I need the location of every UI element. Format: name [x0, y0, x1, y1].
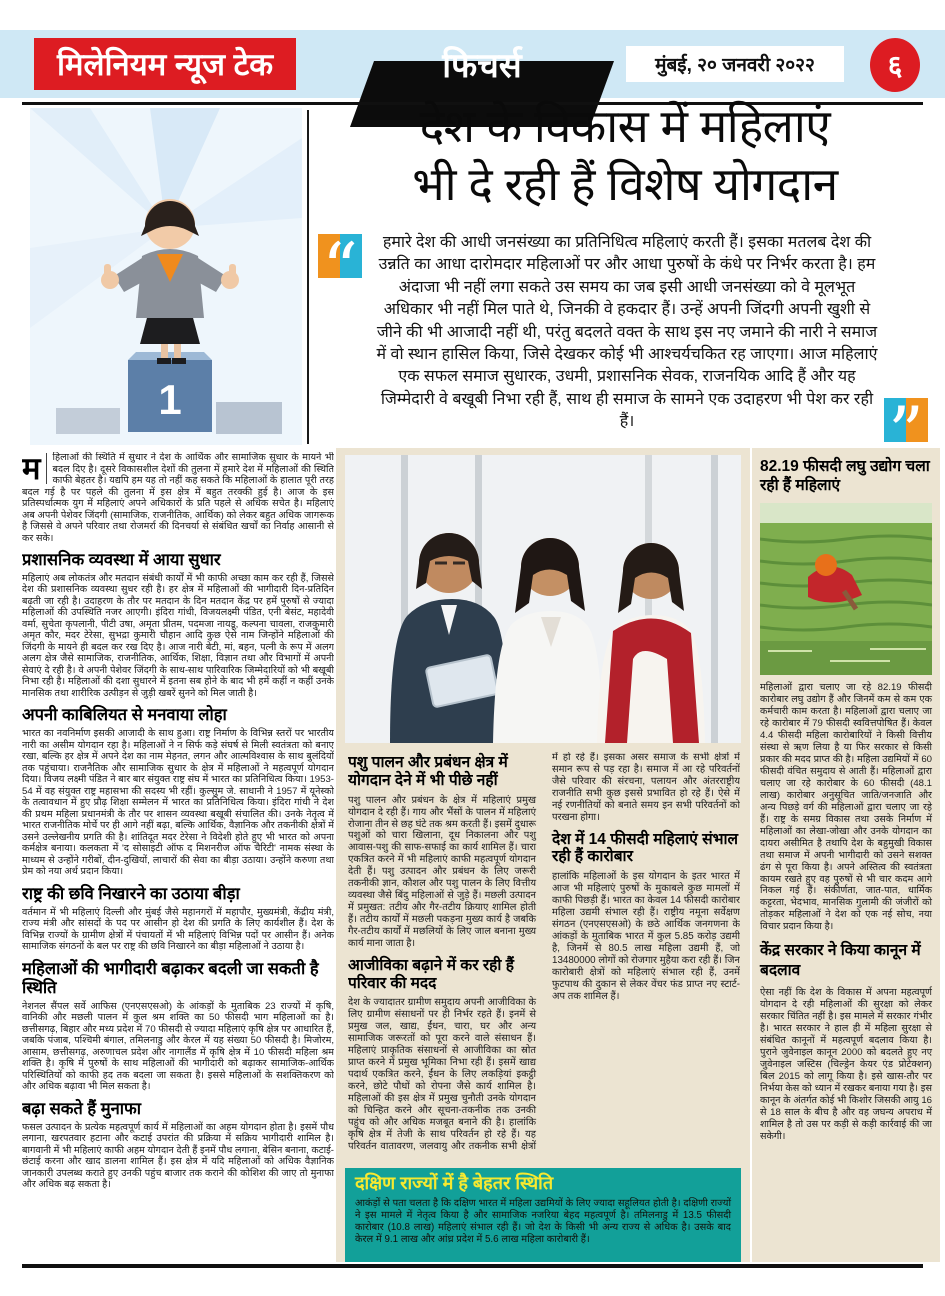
south-box-heading: दक्षिण राज्यों में है बेहतर स्थिति: [355, 1173, 554, 1193]
section-body-admin: महिलाएं अब लोकतंत्र और मतदान संबंधी कार्यों में भी काफी अच्छा काम कर रही हैं, जिससे देश की प्रशासनिक व्यवस्था सुधर रही है। हर क्षेत्र में महिलाओं की भागीदारी दिन-प्रतिदिन बढ़ती जा रही है। उदाहरण के तौर पर मतदान के दिन मतदान केंद्र पर हमें पुरुषों से ज्यादा महिलाओं की उपस्थिति नजर आएगी। इंदिरा गांधी, विजयलक्ष्मी पंडित, एनी बेसंट, महादेवी वर्मा, सुचेता कृपलानी, पीटी उषा, अमृता प्रीतम, पदमजा नायडू, कल्पना चावला, राजकुमारी अमृत कौर, मदर टेरेसा, सुभद्रा कुमारी चौहान आदि कुछ ऐसे नाम जिन्होंने महिलाओं की जिंदगी के मायने ही बदल कर रख दिए है। आज नारी बेटी, मां, बहन, पत्नी के रूप में अलग अलग क्षेत्र जैसे सामाजिक, राजनीतिक, आर्थिक, शिक्षा, विज्ञान तथा और विभागों में अपनी सेवाएं दे रही है। वे अपनी पेशेवर जिंदगी के साथ-साथ पारिवारिक जिम्मेदारियों को भी बखूबी निभा रही है। महिलाओं की दशा सुधारने में इतना सब होने के बाद भी हमें कहीं न कहीं उनके मानसिक तथा शारीरिक उत्पीड़न से जुड़ी खबरें सुनने को मिल जाती है।: [22, 572, 334, 699]
section-heading-capability: अपनी काबिलियत से मनवाया लोहा: [22, 706, 227, 725]
section-heading-profit: बढ़ा सकते हैं मुनाफा: [22, 1099, 142, 1118]
section-heading-livelihood: आजीविका बढ़ाने में कर रही हैं परिवार की मदद: [348, 956, 514, 992]
section-heading-animal-husbandry: पशु पालन और प्रबंधन क्षेत्र में योगदान देने में भी पीछे नहीं: [348, 754, 508, 789]
quote-open-icon: “: [318, 234, 362, 278]
masthead-title: मिलेनियम न्यूज टेक: [34, 38, 296, 90]
right-panel-body: महिलाओं द्वारा चलाए जा रहे 82.19 फीसदी कारोबार लघु उद्योग हैं और जिनमें कम से कम एक कर्मचारी काम करता है। महिलाओं द्वारा चलाए जा रहे कारोबार में 79 फीसदी स्ववित्तपोषित हैं। केवल 4.4 फीसदी महिला कारोबारियों ने किसी वित्तीय संस्था से ऋण लिया है या फिर सरकार से किसी प्रकार की मदद प्राप्त की है। महिला उद्यमियों में 60 फीसदी वंचित समुदाय से आती हैं। महिलाओं द्वारा चलाए जा रहे कारोबार के 60 फीसदी (48.1 लाख) कारोबार अनुसूचित जाति/जनजाति और अन्य पिछड़े वर्ग की महिलाओं द्वारा चलाए जा रहे हैं। राष्ट्र के समग्र विकास तथा उसके निर्माण में महिलाओं का लेखा-जोखा और उनके योगदान का दायरा असीमित है तथापि देश के बहुमुखी विकास तथा समाज में अपनी भागीदारी को उसने सशक्त ढंग से पूरा किया है। अपने अस्तित्व की स्वतंत्रता कायम रखते हुए वह पुरुषों से भी चार कदम आगे निकल गई हैं। संकीर्णता, जात-पात, धार्मिक कट्टरता, भेदभाव, मानसिक गुलामी की जंजीरों को तोड़कर महिलाओं ने देश को एक नई सोच, नया विचार प्रदान किया है।: [760, 681, 932, 933]
dateline: मुंबई, २० जनवरी २०२२: [626, 46, 844, 82]
quote-close-icon: ”: [884, 398, 928, 442]
opening-text: हिलाओं की स्थिति में सुधार ने देश के आर्थिक और सामाजिक सुधार के मायने भी बदल दिए है। दूसरे विकासशील देशों की तुलना में हमारे देश में महिलाओं की स्थिति काफी बेहतर है। यद्यपि हम यह तो नहीं कह सकते कि महिलाओं के हालात पूरी तरह बदल गई है पर पहले की तुलना में इस क्षेत्र में बहुत तरक्की हुई है। आज के इस प्रतिस्पर्धात्मक युग में महिलाएं अपने अधिकारों के प्रति पहले से अधिक सचेत है। महिलाएं अब अपनी पेशेवर जिंदगी (सामाजिक, राजनीतिक, आर्थिक) को लेकर बहुत अधिक जागरूक है जिससे वे अपने परिवार तथा रोजमर्रा की दिनचर्या से संबंधित खर्चों का निर्वाह आसानी से कर सके।: [22, 452, 334, 544]
section-title: फिचर्स: [442, 47, 522, 85]
section-heading-law-change: केंद्र सरकार ने किया कानून में बदलाव: [760, 942, 921, 979]
section-body-animal-husbandry: पशु पालन और प्रबंधन के क्षेत्र में महिलाएं प्रमुख योगदान दे रही हैं। गाय और भैंसों के पालन में महिलाएं रोजाना तीन से छह घंटे तक श्रम करती हैं। इसमें दुधारू पशुओं को चारा खिलाना, दूध निकालना और पशु आवास-पशु की साफ-सफाई का कार्य शामिल हैं। चारा एकत्रित करने में भी महिलाएं काफी महत्वपूर्ण योगदान देती हैं। पशु उत्पादन और प्रबंधन के लिए जरूरी तकनीकी ज्ञान, कौशल और पशु पालन के लिए वित्तीय व्यवस्था जैसे बिंदु महिलाओं से जुड़े हैं। मछली उत्पादन में प्रमुखत: तटीय और गैर-तटीय क्रियाए शामिल होती हैं। तटीय कार्यों में मछली पकड़ना मुख्य कार्य है जबकि गैर-तटीय कार्यों में मछलियों के लिए जाल बनाना मुख्य कार्य माना जाता है।: [348, 794, 536, 949]
section-heading-business-14pct: देश में 14 फीसदी महिलाएं संभाल रही हैं कारोबार: [552, 830, 739, 866]
right-panel: [752, 448, 940, 1262]
section-heading-nation-image: राष्ट्र की छवि निखारने का उठाया बीड़ा: [22, 884, 240, 903]
headline-line-1: देश के विकास में महिलाएं: [419, 100, 831, 152]
bottom-rule: [22, 1264, 923, 1268]
thumbs-up-woman-illustration: [30, 108, 302, 445]
section-body-law-change: ऐसा नहीं कि देश के विकास में अपना महत्वपूर्ण योगदान दे रही महिलाओं की सुरक्षा को लेकर सरकार चिंतित नहीं है। इस मामले में सरकार गंभीर है। भारत सरकार ने हाल ही में महिला सुरक्षा से संबंधित कानूनों में महत्वपूर्ण बदलाव किया है। पुराने जुवेनाइल कानून 2000 को बदलते हुए नए जुवेनाइल जस्टिस (चिल्ड्रेन केयर एंड प्रोटेक्शन) बिल 2015 को लागू किया है। इसे खास-तौर पर निर्भया केस को ध्यान में रखकर बनाया गया है। इस कानून के अंतर्गत कोई भी किशोर जिसकी आयु 16 से 18 साल के बीच है और वह जघन्य अपराध में शामिल है तो उस पर कड़ी से कड़ी कार्रवाई की जा सकेगी।: [760, 987, 932, 1142]
south-states-box: [345, 1168, 741, 1262]
podium-rank-label: 1: [158, 376, 182, 423]
drop-cap: म: [22, 453, 47, 484]
middle-article: [348, 752, 740, 1162]
intro-paragraph: हमारे देश की आधी जनसंख्या का प्रतिनिधित्व महिलाएं करती हैं। इसका मतलब देश की उन्नति का आधा दारोमदार महिलाओं पर और आधा पुरुषों के कंधे पर निर्भर करता है। हम अंदाजा भी नहीं लगा सकते उस समय का जब इसी आधी जनसंख्या को वे मूलभूत अधिकार भी नहीं मिल पाते थे, जिनकी वे हकदार हैं। उन्हें अपनी जिंदगी अपनी खुशी से जीने की भी आजादी नहीं थी, परंतु बदलते वक्त के साथ इस नए जमाने की नारी ने समाज में वो स्थान हासिल किया, जिसे देखकर कोई भी आश्चर्यचकित रह जाएगा। आज महिलाएं एक सफल समाज सुधारक, उधमी, प्रशासनिक सेवक, राजनयिक आदि हैं और यह जिम्मेदारी वे बखूबी निभा रही हैं, साथ ही समाज के सामने एक उदाहरण भी पेश कर रही हैं।: [376, 234, 878, 431]
section-body-nation-image: वर्तमान में भी महिलाएं दिल्ली और मुंबई जैसे महानगरों में महापौर, मुख्यमंत्री, केंद्रीय मंत्री, राज्य मंत्री और सांसदों के पद पर आसीन हो देश की प्रगति के लिए कार्यशील हैं। देश के विभिन्न राज्यों के ग्रामीण क्षेत्रों में पंचायतों में भी महिलाएं विभिन्न पदों पर आसीन हैं। अनेक सामाजिक संगठनों के बल पर राष्ट्र की छवि निखारने का बीड़ा महिलाओं ने उठाया है।: [22, 906, 334, 953]
paddy-field-photo: [760, 503, 932, 675]
south-box-body: आकंड़ों से पता चलता है कि दक्षिण भारत में महिला उद्यमियों के लिए ज्यादा सहूलियत होती है। दक्षिणी राज्यों ने इस मामले में नेतृत्व किया है और सामाजिक नजरिया बेहद महत्वपूर्ण है। तमिलनाडु में 13.5 फीसदी कारोबार (10.8 लाख) महिलाएं संभाल रही हैं। जो देश के किसी भी अन्य राज्य से अधिक है। उसके बाद केरल में 9.1 लाख और आंध्र प्रदेश में 5.6 लाख महिला कारोबारी हैं।: [355, 1197, 731, 1246]
section-heading-admin: प्रशासनिक व्यवस्था में आया सुधार: [22, 551, 221, 569]
section-body-livelihood: देश के ज्यादातर ग्रामीण समुदाय अपनी आजीविका के लिए ग्रामीण संसाधनों पर ही निर्भर रहते हैं। इनमें से प्रमुख जल, खाद्य, ईंधन, चारा, घर और अन्य सामाजिक जरूरतों को पूरा करने वाले संसाधन हैं। महिलाएं प्राकृतिक संसाधनों से आजीविका का स्रोत प्राप्त करने में प्रमुख भूमिका निभा रही हैं। इसमें खाद्य पदार्थ एकत्रित करने, ईंधन के लिए लकड़ियां इकट्ठी करने, छोटे पौधों को रोपना जैसे कार्य शामिल है। महिलाओं की इस क्षेत्र में प्रमुख चुनौती उनके योगदान को चिन्हित करने और सूचना-तकनीक तक उनकी पहुंच को और अधिक मजबूत बनाने की है। हालांकि कृषि क्षेत्र में तेजी के साथ परिवर्तन हो रहे हैं। यह परिवर्तन वातावरण, जलवायु और तकनीक सभी क्षेत्रों में हो रहे हैं। इसका असर समाज के सभी क्षेत्रों में समान रूप से पड़ रहा है। समाज में आ रहे परिवर्तनों जैसे परिवार की संरचना, पलायन और अंतरराष्ट्रीय राजनीति सभी कुछ इससे प्रभावित हो रहे हैं। ऐसे में नई रणनीतियों को बनाते समय इन सभी परिवर्तनों को परखना होगा।: [348, 752, 740, 1152]
opening-paragraph: [22, 452, 334, 544]
section-body-profit: फसल उत्पादन के प्रत्येक महत्वपूर्ण कार्य में महिलाओं का अहम योगदान होता है। इसमें पौध लगाना, खरपतवार हटाना और कटाई उपरांत की प्रक्रिया में सक्रिय भागीदारी शामिल है। बागवानी में भी महिलाएं काफी अहम योगदान देती हैं इनमें पौध लगाना, बेसिन बनाना, कटाई-छंटाई करना और खाद डालना शामिल हैं। इस क्षेत्र में यदि महिलाओं को अधिक वैज्ञानिक जानकारी उपलब्ध कराते हुए उनकी पहुंच बाजार तक कराने की कोशिश की जाए तो मुनाफा और अधिक बढ़ सकता है।: [22, 1121, 334, 1191]
right-panel-heading: 82.19 फीसदी लघु उद्योग चला रही हैं महिलाएं: [760, 458, 930, 495]
section-body-capability: भारत का नवनिर्माण इसकी आजादी के साथ हुआ। राष्ट्र निर्माण के विभिन्न स्तरों पर भारतीय नारी का असीम योगदान रहा है। महिलाओं ने न सिर्फ कड़े संघर्ष से मिली स्वतंत्रता को बनाए रखा, बल्कि हर क्षेत्र में अपने देश का नाम मेहनत, लगन और आत्मविश्वास के साथ बुलंदियों तक पहुंचाया। राजनैतिक और सामाजिक सुधार के क्षेत्र में महिलाओं ने महत्वपूर्ण योगदान दिया। विजय लक्ष्मी पंडित ने बार बार संयुक्त राष्ट्र संघ में भारत का प्रतिनिधित्व किया। 1953-54 में वह संयुक्त राष्ट्र महासभा की सदस्य भी रहीं। कुल्सुम जे. साधानी ने 1957 में यूनेस्को के तत्वावधान में हुए प्रौढ़ शिक्षा सम्मेलन में भारत का प्रतिनिधित्व किया। इंदिरा गांधी ने देश की प्रथम महिला प्रधानमंत्री के तौर पर शासन व्यवस्था बखूबी संचालित की। उनके नेतृत्व में भारत राजनीतिक मोर्चे पर ही आगे नहीं बढ़ा, बल्कि आर्थिक, वैज्ञानिक और तकनीकी क्षेत्रों में उसने उल्लेखनीय प्रगति की है। शांतिदूत मदर टेरेसा ने विदेशी होते हुए भी भारत को अपना कर्मक्षेत्र बनाया। कलकता में 'द सोसाइटी ऑफ द मिशनरीज ऑफ चैरिटी' नामक संस्था के माध्यम से उन्होंने गरीबों, दीन-दुखियों, लाचारों की सेवा का बीड़ा उठाया। उन्होंने करुणा तथा प्रेम को नया अर्थ प्रदान किया।: [22, 728, 334, 878]
main-headline: [318, 98, 932, 213]
headline-line-2: भी दे रही हैं विशेष योगदान: [412, 157, 838, 210]
left-column: [22, 452, 334, 1260]
three-women-photo: [345, 455, 741, 743]
lead-illustration: [30, 108, 302, 445]
section-heading-participation: महिलाओं की भागीदारी बढ़ाकर बदली जा सकती है स्थिति: [22, 959, 319, 997]
three-women-photo-graphic: [345, 455, 741, 743]
section-body-business-14pct: हालांकि महिलाओं के इस योगदान के इतर भारत में आज भी महिलाएं पुरुषों के मुकाबले कुछ मामलों में काफी पिछड़ी हैं। भारत का केवल 14 फीसदी कारोबार महिला उद्यमी संभाल रही हैं। राष्ट्रीय नमूना सर्वेक्षण संगठन (एनएसएसओ) के छठे आर्थिक जनगणना के आंकड़ों के मुताबिक भारत में कुल 5.85 करोड़ उद्यमी है, जिनमें से 80.5 लाख महिला उद्यमी हैं, जो 13480000 लोगों को रोजगार मुहैया करा रही हैं। जिन कारोबारी क्षेत्रों को महिलाएं संभाल रही हैं, उनमें फुटपाथ की दुकान से लेकर वेंचर फंड प्राप्त नए स्टार्ट-अप तक शामिल हैं।: [552, 871, 740, 1002]
section-body-participation: नेशनल सैंपल सर्वे आफिस (एनएसएसओ) के आंकड़ों के मुताबिक 23 राज्यों में कृषि, वानिकी और मछली पालन में कुल श्रम शक्ति का 50 फीसदी भाग महिलाओं का है। छत्तीसगढ़, बिहार और मध्य प्रदेश में 70 फीसदी से ज्यादा महिलाएं कृषि क्षेत्र पर आधारित हैं, जबकि पंजाब, पश्चिमी बंगाल, तमिलनाडु और केरल में यह संख्या 50 फीसदी है। मिजोरम, आसाम, छत्तीसगढ़, अरुणाचल प्रदेश और नागालैंड में कृषि क्षेत्र में 10 फीसदी महिला श्रम शक्ति है। कृषि में पुरुषों के साथ महिलाओं की भागीदारी को बढ़ाकर सामाजिक-आर्थिक परिस्थितियों को काफी हद तक बदला जा सकता है। इससे महिलाओं के सशक्तिकरण को और अधिक बढ़ावा भी मिल सकता है।: [22, 1000, 334, 1093]
headline-divider: [307, 110, 309, 444]
paddy-field-photo-graphic: [760, 503, 932, 675]
page-number-badge: ६: [870, 38, 920, 92]
